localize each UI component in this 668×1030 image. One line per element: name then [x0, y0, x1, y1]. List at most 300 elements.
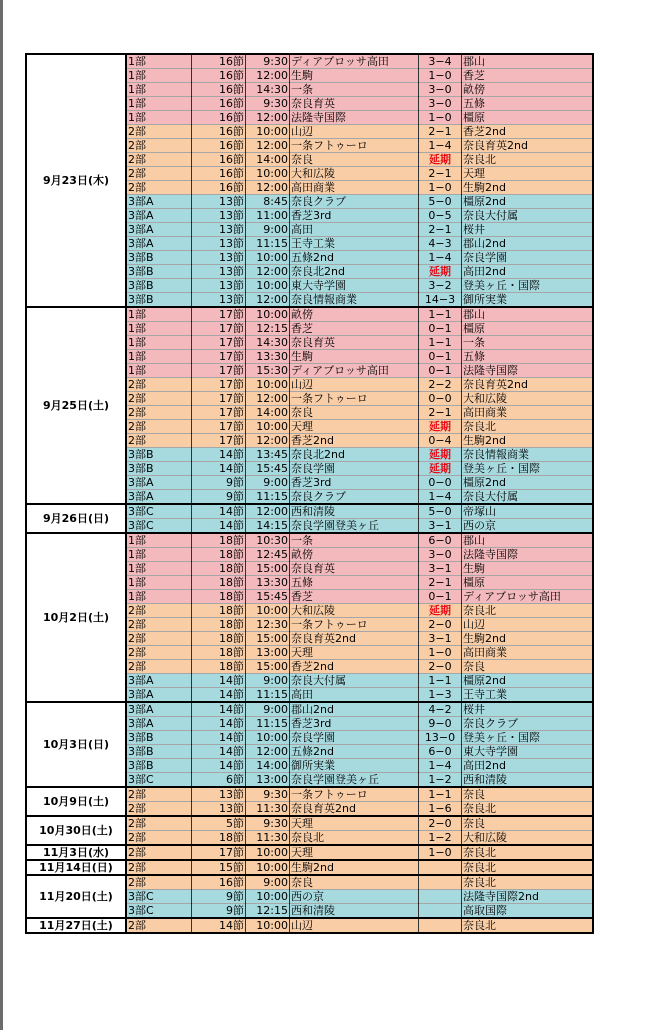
division-cell: 3部C [126, 904, 192, 919]
score-cell: 延期 [419, 448, 462, 462]
score-cell: 3−0 [419, 97, 462, 111]
table-row [26, 860, 593, 875]
section-cell: 16節 [192, 139, 246, 153]
division-cell: 2部 [126, 434, 192, 448]
division-cell: 1部 [126, 533, 192, 548]
division-cell: 2部 [126, 604, 192, 618]
section-cell: 14節 [192, 731, 246, 745]
away-cell: 奈良情報商業 [462, 448, 594, 462]
section-cell: 17節 [192, 364, 246, 378]
home-cell: 生駒 [290, 350, 419, 364]
division-cell: 3部A [126, 237, 192, 251]
score-cell [419, 875, 462, 890]
section-cell: 9節 [192, 890, 246, 904]
away-cell: 香芝 [462, 69, 594, 83]
time-cell: 13:30 [246, 350, 290, 364]
division-cell: 1部 [126, 336, 192, 350]
division-cell: 2部 [126, 875, 192, 890]
score-cell: 0−0 [419, 476, 462, 490]
home-cell: 畝傍 [290, 548, 419, 562]
home-cell: 奈良情報商業 [290, 293, 419, 308]
division-cell: 2部 [126, 378, 192, 392]
score-cell: 2−0 [419, 816, 462, 831]
section-cell: 17節 [192, 420, 246, 434]
home-cell: 奈良育英 [290, 336, 419, 350]
away-cell: 郡山2nd [462, 237, 594, 251]
section-cell: 17節 [192, 307, 246, 322]
away-cell: 奈良育英2nd [462, 378, 594, 392]
division-cell: 1部 [126, 83, 192, 97]
home-cell: 香芝2nd [290, 434, 419, 448]
score-cell: 延期 [419, 462, 462, 476]
away-cell: 奈良北 [462, 845, 594, 860]
time-cell: 9:00 [246, 702, 290, 717]
time-cell: 10:00 [246, 845, 290, 860]
time-cell: 10:00 [246, 378, 290, 392]
away-cell: 生駒2nd [462, 632, 594, 646]
score-cell: 1−4 [419, 251, 462, 265]
away-cell: 桜井 [462, 223, 594, 237]
division-cell: 2部 [126, 632, 192, 646]
division-cell: 3部B [126, 265, 192, 279]
date-cell: 9月26日(日) [26, 504, 126, 533]
away-cell: 郡山 [462, 533, 594, 548]
division-cell: 1部 [126, 562, 192, 576]
away-cell: 奈良北 [462, 875, 594, 890]
section-cell: 17節 [192, 350, 246, 364]
time-cell: 14:00 [246, 406, 290, 420]
time-cell: 12:00 [246, 139, 290, 153]
home-cell: 一条 [290, 83, 419, 97]
section-cell: 16節 [192, 111, 246, 125]
section-cell: 17節 [192, 322, 246, 336]
section-cell: 16節 [192, 83, 246, 97]
home-cell: 奈良 [290, 875, 419, 890]
section-cell: 13節 [192, 237, 246, 251]
score-cell: 0−1 [419, 590, 462, 604]
score-cell: 2−1 [419, 125, 462, 139]
section-cell: 13節 [192, 293, 246, 308]
division-cell: 1部 [126, 350, 192, 364]
home-cell: 一条 [290, 533, 419, 548]
section-cell: 18節 [192, 576, 246, 590]
time-cell: 12:00 [246, 504, 290, 519]
date-cell: 10月3日(日) [26, 702, 126, 787]
away-cell: 奈良大付属 [462, 490, 594, 505]
division-cell: 3部C [126, 890, 192, 904]
division-cell: 3部A [126, 490, 192, 505]
score-cell: 1−2 [419, 773, 462, 788]
date-cell: 10月9日(土) [26, 787, 126, 816]
time-cell: 11:30 [246, 802, 290, 817]
score-cell: 13−0 [419, 731, 462, 745]
section-cell: 16節 [192, 167, 246, 181]
division-cell: 3部A [126, 476, 192, 490]
division-cell: 1部 [126, 576, 192, 590]
home-cell: 生駒 [290, 69, 419, 83]
section-cell: 14節 [192, 504, 246, 519]
section-cell: 14節 [192, 674, 246, 688]
section-cell: 15節 [192, 860, 246, 875]
date-cell: 11月3日(水) [26, 845, 126, 860]
home-cell: 天理 [290, 646, 419, 660]
section-cell: 14節 [192, 448, 246, 462]
section-cell: 5節 [192, 816, 246, 831]
section-cell: 16節 [192, 69, 246, 83]
away-cell: 橿原 [462, 322, 594, 336]
home-cell: 山辺 [290, 125, 419, 139]
score-cell: 4−3 [419, 237, 462, 251]
time-cell: 10:00 [246, 125, 290, 139]
time-cell: 12:00 [246, 265, 290, 279]
home-cell: 高田商業 [290, 181, 419, 195]
division-cell: 2部 [126, 618, 192, 632]
home-cell: 一条フトゥーロ [290, 618, 419, 632]
division-cell: 1部 [126, 364, 192, 378]
away-cell: 奈良大付属 [462, 209, 594, 223]
section-cell: 13節 [192, 195, 246, 209]
time-cell: 10:00 [246, 731, 290, 745]
score-cell: 1−1 [419, 787, 462, 802]
score-cell: 1−0 [419, 111, 462, 125]
score-cell: 3−1 [419, 519, 462, 534]
time-cell: 10:00 [246, 420, 290, 434]
division-cell: 3部B [126, 462, 192, 476]
section-cell: 13節 [192, 223, 246, 237]
section-cell: 17節 [192, 392, 246, 406]
section-cell: 13節 [192, 209, 246, 223]
division-cell: 2部 [126, 406, 192, 420]
table-row [26, 533, 593, 548]
date-cell: 11月14日(日) [26, 860, 126, 875]
score-cell: 3−4 [419, 54, 462, 69]
division-cell: 2部 [126, 125, 192, 139]
table-row [26, 816, 593, 831]
score-cell: 1−1 [419, 336, 462, 350]
date-cell: 9月23日(木) [26, 54, 126, 307]
date-cell: 11月27日(土) [26, 918, 126, 933]
division-cell: 3部B [126, 293, 192, 308]
home-cell: 奈良大付属 [290, 674, 419, 688]
home-cell: 一条フトゥーロ [290, 139, 419, 153]
away-cell: 奈良 [462, 816, 594, 831]
section-cell: 14節 [192, 918, 246, 933]
table-row [26, 702, 593, 717]
time-cell: 11:15 [246, 490, 290, 505]
home-cell: 山辺 [290, 918, 419, 933]
away-cell: 登美ヶ丘・国際 [462, 731, 594, 745]
time-cell: 15:30 [246, 364, 290, 378]
time-cell: 12:00 [246, 392, 290, 406]
score-cell: 2−1 [419, 223, 462, 237]
time-cell: 13:00 [246, 773, 290, 788]
schedule-body [26, 54, 593, 933]
division-cell: 3部B [126, 759, 192, 773]
home-cell: 香芝2nd [290, 660, 419, 674]
time-cell: 15:45 [246, 462, 290, 476]
time-cell: 15:00 [246, 660, 290, 674]
division-cell: 1部 [126, 322, 192, 336]
time-cell: 11:30 [246, 831, 290, 846]
away-cell: 法隆寺国際 [462, 548, 594, 562]
section-cell: 18節 [192, 590, 246, 604]
home-cell: 奈良北2nd [290, 448, 419, 462]
home-cell: 五條 [290, 576, 419, 590]
division-cell: 3部C [126, 504, 192, 519]
score-cell: 延期 [419, 265, 462, 279]
away-cell: 奈良北 [462, 918, 594, 933]
away-cell: 御所実業 [462, 293, 594, 308]
time-cell: 10:00 [246, 918, 290, 933]
score-cell: 14−3 [419, 293, 462, 308]
division-cell: 2部 [126, 660, 192, 674]
score-cell: 1−0 [419, 69, 462, 83]
score-cell: 延期 [419, 153, 462, 167]
date-cell: 10月30日(土) [26, 816, 126, 845]
section-cell: 18節 [192, 533, 246, 548]
section-cell: 18節 [192, 618, 246, 632]
division-cell: 3部A [126, 688, 192, 703]
home-cell: 天理 [290, 845, 419, 860]
date-cell: 11月20日(土) [26, 875, 126, 918]
away-cell: 高田2nd [462, 265, 594, 279]
division-cell: 1部 [126, 97, 192, 111]
time-cell: 10:00 [246, 307, 290, 322]
home-cell: 一条フトゥーロ [290, 787, 419, 802]
table-row [26, 504, 593, 519]
time-cell: 10:00 [246, 890, 290, 904]
time-cell: 14:00 [246, 759, 290, 773]
home-cell: 西和清陵 [290, 904, 419, 919]
home-cell: 奈良クラブ [290, 490, 419, 505]
score-cell: 1−0 [419, 646, 462, 660]
table-row [26, 787, 593, 802]
score-cell: 4−2 [419, 702, 462, 717]
division-cell: 1部 [126, 69, 192, 83]
division-cell: 3部C [126, 519, 192, 534]
home-cell: 西の京 [290, 890, 419, 904]
away-cell: 西の京 [462, 519, 594, 534]
home-cell: 東大寺学園 [290, 279, 419, 293]
division-cell: 2部 [126, 816, 192, 831]
away-cell: 帝塚山 [462, 504, 594, 519]
division-cell: 3部B [126, 251, 192, 265]
time-cell: 9:30 [246, 54, 290, 69]
division-cell: 1部 [126, 307, 192, 322]
score-cell: 2−1 [419, 167, 462, 181]
section-cell: 14節 [192, 745, 246, 759]
section-cell: 14節 [192, 688, 246, 703]
time-cell: 14:30 [246, 83, 290, 97]
home-cell: 奈良育英 [290, 97, 419, 111]
score-cell: 1−3 [419, 688, 462, 703]
time-cell: 10:00 [246, 279, 290, 293]
home-cell: 高田 [290, 688, 419, 703]
section-cell: 14節 [192, 702, 246, 717]
section-cell: 16節 [192, 153, 246, 167]
score-cell: 3−1 [419, 632, 462, 646]
time-cell: 9:30 [246, 816, 290, 831]
score-cell: 3−2 [419, 279, 462, 293]
section-cell: 16節 [192, 181, 246, 195]
home-cell: 香芝3rd [290, 209, 419, 223]
away-cell: 高田商業 [462, 406, 594, 420]
score-cell: 5−0 [419, 195, 462, 209]
score-cell: 0−4 [419, 434, 462, 448]
section-cell: 16節 [192, 875, 246, 890]
section-cell: 18節 [192, 660, 246, 674]
score-cell: 1−4 [419, 759, 462, 773]
away-cell: 法隆寺国際 [462, 364, 594, 378]
away-cell: 山辺 [462, 618, 594, 632]
away-cell: 橿原 [462, 576, 594, 590]
away-cell: 一条 [462, 336, 594, 350]
away-cell: 畝傍 [462, 83, 594, 97]
time-cell: 9:30 [246, 97, 290, 111]
time-cell: 10:00 [246, 167, 290, 181]
home-cell: 生駒2nd [290, 860, 419, 875]
home-cell: 奈良育英 [290, 562, 419, 576]
home-cell: 御所実業 [290, 759, 419, 773]
time-cell: 10:00 [246, 860, 290, 875]
division-cell: 1部 [126, 111, 192, 125]
section-cell: 14節 [192, 519, 246, 534]
home-cell: 奈良学園登美ヶ丘 [290, 773, 419, 788]
away-cell: 高取国際 [462, 904, 594, 919]
away-cell: 奈良北 [462, 860, 594, 875]
away-cell: 生駒2nd [462, 181, 594, 195]
division-cell: 2部 [126, 802, 192, 817]
home-cell: 天理 [290, 420, 419, 434]
section-cell: 16節 [192, 125, 246, 139]
time-cell: 10:30 [246, 533, 290, 548]
home-cell: 法隆寺国際 [290, 111, 419, 125]
division-cell: 2部 [126, 860, 192, 875]
home-cell: 大和広陵 [290, 167, 419, 181]
away-cell: 奈良北 [462, 153, 594, 167]
score-cell: 9−0 [419, 717, 462, 731]
score-cell: 0−1 [419, 322, 462, 336]
score-cell: 6−0 [419, 745, 462, 759]
time-cell: 15:00 [246, 632, 290, 646]
home-cell: 香芝3rd [290, 717, 419, 731]
home-cell: 奈良クラブ [290, 195, 419, 209]
home-cell: 一条フトゥーロ [290, 392, 419, 406]
table-row [26, 54, 593, 69]
time-cell: 12:00 [246, 69, 290, 83]
section-cell: 16節 [192, 54, 246, 69]
score-cell: 0−1 [419, 350, 462, 364]
table-row [26, 307, 593, 322]
section-cell: 13節 [192, 251, 246, 265]
home-cell: 西和清陵 [290, 504, 419, 519]
away-cell: 天理 [462, 167, 594, 181]
time-cell: 10:00 [246, 604, 290, 618]
time-cell: 11:00 [246, 209, 290, 223]
home-cell: 奈良学園登美ヶ丘 [290, 519, 419, 534]
away-cell: 五條 [462, 97, 594, 111]
away-cell: 生駒 [462, 562, 594, 576]
time-cell: 15:00 [246, 562, 290, 576]
time-cell: 9:00 [246, 674, 290, 688]
away-cell: 橿原2nd [462, 476, 594, 490]
division-cell: 3部B [126, 279, 192, 293]
time-cell: 9:00 [246, 875, 290, 890]
away-cell: 王寺工業 [462, 688, 594, 703]
division-cell: 2部 [126, 420, 192, 434]
section-cell: 18節 [192, 562, 246, 576]
time-cell: 12:15 [246, 904, 290, 919]
section-cell: 17節 [192, 336, 246, 350]
division-cell: 2部 [126, 181, 192, 195]
section-cell: 18節 [192, 632, 246, 646]
away-cell: 奈良北 [462, 420, 594, 434]
section-cell: 14節 [192, 759, 246, 773]
division-cell: 3部A [126, 209, 192, 223]
division-cell: 3部A [126, 195, 192, 209]
section-cell: 9節 [192, 490, 246, 505]
time-cell: 9:00 [246, 223, 290, 237]
score-cell: 6−0 [419, 533, 462, 548]
score-cell: 延期 [419, 604, 462, 618]
score-cell: 3−0 [419, 548, 462, 562]
section-cell: 17節 [192, 434, 246, 448]
time-cell: 9:30 [246, 787, 290, 802]
time-cell: 12:15 [246, 322, 290, 336]
home-cell: 奈良北 [290, 831, 419, 846]
section-cell: 13節 [192, 787, 246, 802]
away-cell: 郡山 [462, 307, 594, 322]
away-cell: 法隆寺国際2nd [462, 890, 594, 904]
score-cell: 0−5 [419, 209, 462, 223]
time-cell: 10:00 [246, 251, 290, 265]
away-cell: ディアブロッサ高田 [462, 590, 594, 604]
home-cell: 奈良育英2nd [290, 802, 419, 817]
schedule-table [25, 53, 594, 934]
home-cell: ディアブロッサ高田 [290, 54, 419, 69]
home-cell: 奈良 [290, 406, 419, 420]
home-cell: 奈良学園 [290, 731, 419, 745]
section-cell: 9節 [192, 904, 246, 919]
home-cell: 香芝 [290, 322, 419, 336]
time-cell: 15:45 [246, 590, 290, 604]
home-cell: 香芝 [290, 590, 419, 604]
home-cell: 畝傍 [290, 307, 419, 322]
division-cell: 1部 [126, 590, 192, 604]
away-cell: 奈良育英2nd [462, 139, 594, 153]
division-cell: 3部A [126, 674, 192, 688]
division-cell: 2部 [126, 392, 192, 406]
home-cell: 五條2nd [290, 745, 419, 759]
score-cell: 2−0 [419, 660, 462, 674]
home-cell: 奈良学園 [290, 462, 419, 476]
division-cell: 3部B [126, 745, 192, 759]
away-cell: 大和広陵 [462, 392, 594, 406]
time-cell: 14:00 [246, 153, 290, 167]
score-cell: 3−0 [419, 83, 462, 97]
away-cell: 高田2nd [462, 759, 594, 773]
time-cell: 12:00 [246, 111, 290, 125]
section-cell: 6節 [192, 773, 246, 788]
time-cell: 12:00 [246, 434, 290, 448]
score-cell: 1−0 [419, 181, 462, 195]
time-cell: 13:00 [246, 646, 290, 660]
away-cell: 奈良北 [462, 802, 594, 817]
away-cell: 西和清陵 [462, 773, 594, 788]
score-cell: 1−1 [419, 674, 462, 688]
score-cell: 1−1 [419, 307, 462, 322]
home-cell: 奈良北2nd [290, 265, 419, 279]
